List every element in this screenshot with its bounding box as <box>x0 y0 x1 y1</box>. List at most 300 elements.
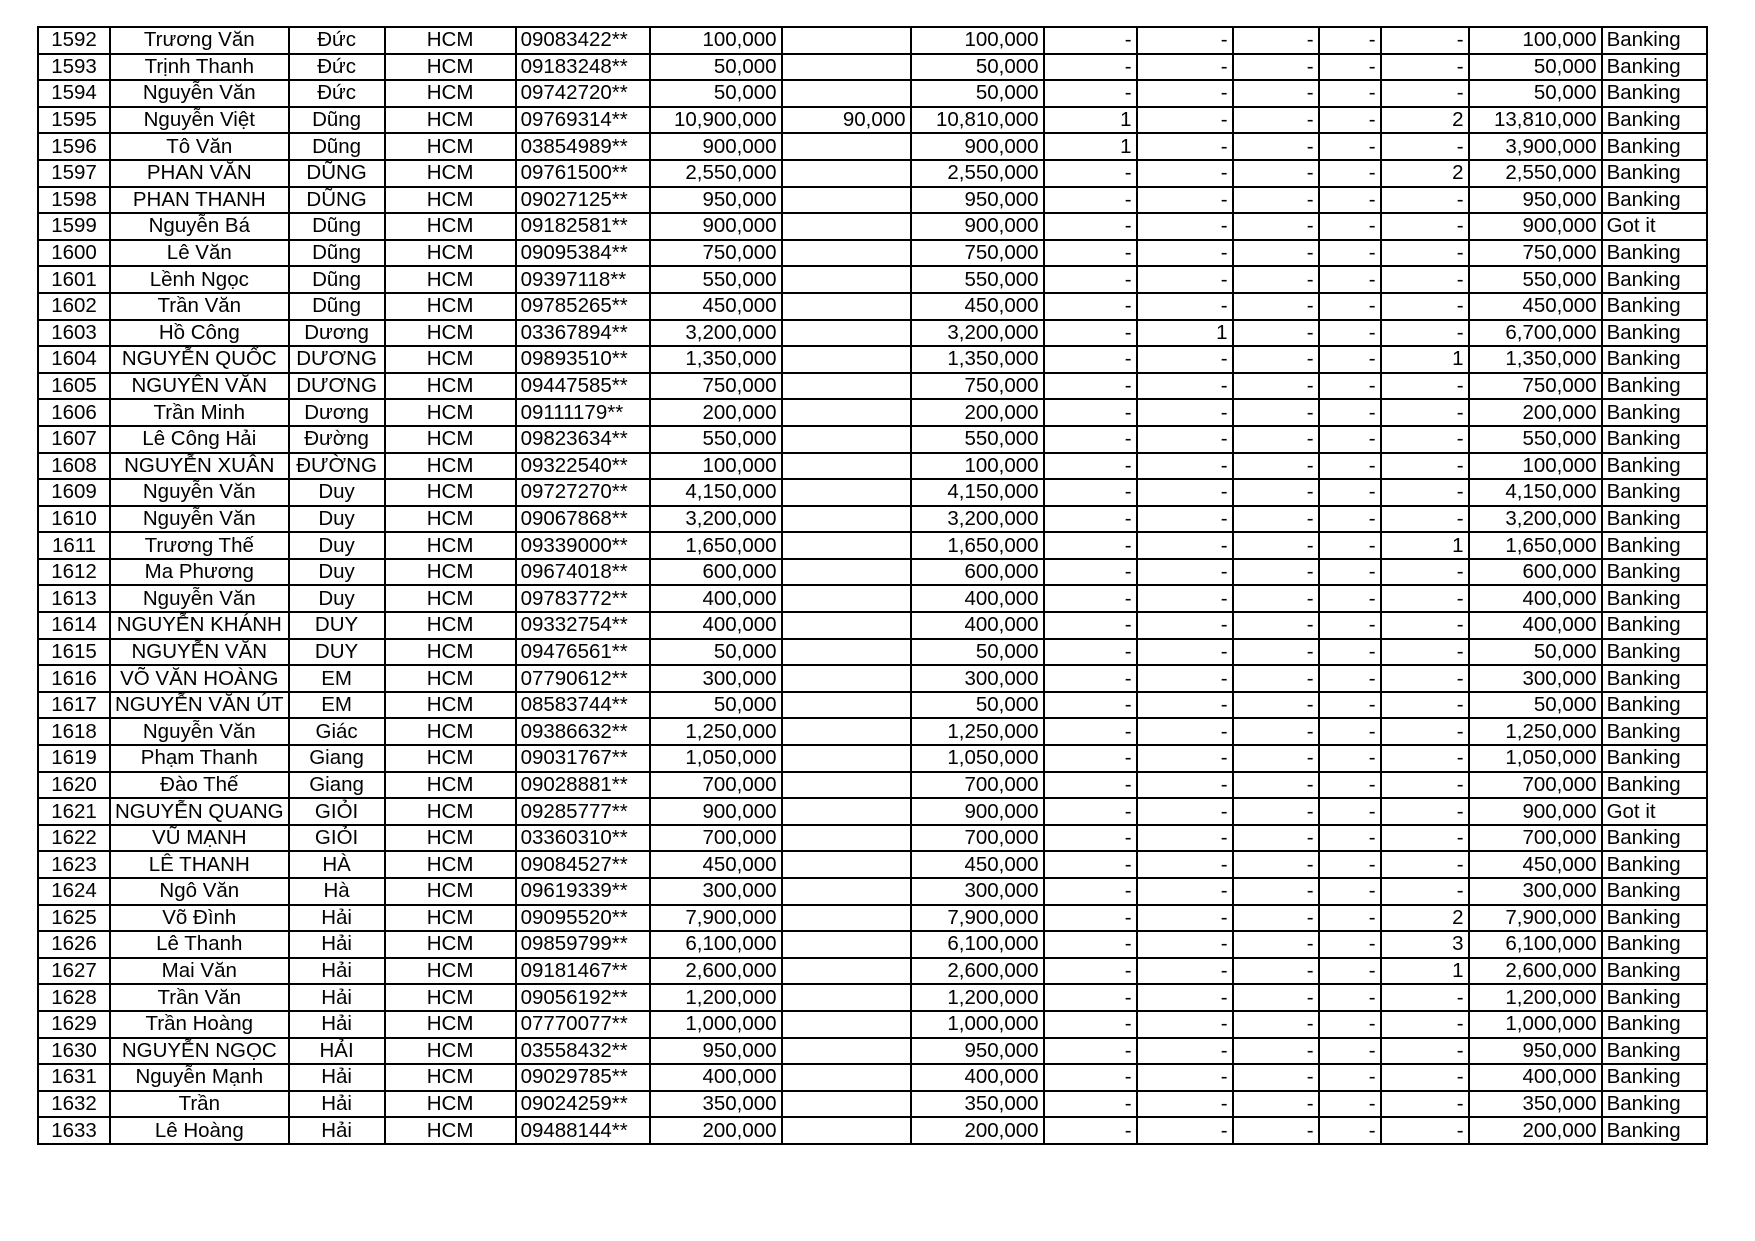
cell-city: HCM <box>385 772 516 799</box>
cell-city: HCM <box>385 107 516 134</box>
cell-net-amount: 700,000 <box>911 825 1044 852</box>
cell-city: HCM <box>385 240 516 267</box>
cell-amount: 1,250,000 <box>650 718 782 745</box>
cell-surname-given: Hồ Công <box>110 320 289 347</box>
cell-count-e: - <box>1381 27 1469 54</box>
cell-count-b: - <box>1137 107 1233 134</box>
cell-row-number: 1613 <box>38 585 110 612</box>
cell-payment-method: Banking <box>1602 825 1707 852</box>
cell-surname-given: NGUYỄN QUỐC <box>110 346 289 373</box>
cell-deduction <box>782 639 911 666</box>
cell-count-a: - <box>1044 665 1137 692</box>
cell-row-number: 1617 <box>38 692 110 719</box>
cell-count-e: 2 <box>1381 905 1469 932</box>
cell-deduction <box>782 612 911 639</box>
table-row <box>38 1038 1707 1065</box>
cell-row-number: 1592 <box>38 27 110 54</box>
cell-payment-method: Banking <box>1602 1038 1707 1065</box>
cell-surname-given: Trần <box>110 1091 289 1118</box>
cell-row-number: 1619 <box>38 745 110 772</box>
cell-row-number: 1612 <box>38 559 110 586</box>
cell-first-name: Đức <box>289 27 385 54</box>
cell-first-name: GIỎI <box>289 825 385 852</box>
cell-amount: 900,000 <box>650 133 782 160</box>
table-row <box>38 745 1707 772</box>
cell-net-amount: 3,200,000 <box>911 506 1044 533</box>
cell-payment-method: Banking <box>1602 320 1707 347</box>
cell-first-name: Đường <box>289 426 385 453</box>
cell-count-c: - <box>1233 665 1319 692</box>
cell-total: 7,900,000 <box>1469 905 1602 932</box>
cell-deduction <box>782 213 911 240</box>
cell-phone: 09083422** <box>516 27 650 54</box>
cell-amount: 900,000 <box>650 798 782 825</box>
table-row <box>38 240 1707 267</box>
cell-first-name: HẢI <box>289 1038 385 1065</box>
cell-count-d: - <box>1319 506 1381 533</box>
cell-count-c: - <box>1233 426 1319 453</box>
cell-payment-method: Banking <box>1602 532 1707 559</box>
cell-first-name: DŨNG <box>289 187 385 214</box>
cell-net-amount: 550,000 <box>911 426 1044 453</box>
cell-net-amount: 400,000 <box>911 585 1044 612</box>
cell-count-e: - <box>1381 692 1469 719</box>
cell-count-b: - <box>1137 905 1233 932</box>
cell-net-amount: 550,000 <box>911 266 1044 293</box>
cell-count-a: - <box>1044 320 1137 347</box>
cell-phone: 09028881** <box>516 772 650 799</box>
cell-surname-given: Nguyễn Bá <box>110 213 289 240</box>
cell-phone: 09067868** <box>516 506 650 533</box>
cell-total: 950,000 <box>1469 1038 1602 1065</box>
cell-payment-method: Banking <box>1602 453 1707 480</box>
cell-total: 550,000 <box>1469 426 1602 453</box>
cell-count-d: - <box>1319 107 1381 134</box>
cell-count-c: - <box>1233 266 1319 293</box>
cell-deduction: 90,000 <box>782 107 911 134</box>
cell-net-amount: 1,000,000 <box>911 1011 1044 1038</box>
cell-count-a: - <box>1044 27 1137 54</box>
cell-net-amount: 450,000 <box>911 293 1044 320</box>
cell-net-amount: 700,000 <box>911 772 1044 799</box>
cell-payment-method: Banking <box>1602 240 1707 267</box>
cell-first-name: Dũng <box>289 293 385 320</box>
cell-total: 550,000 <box>1469 266 1602 293</box>
cell-count-c: - <box>1233 825 1319 852</box>
cell-count-a: - <box>1044 80 1137 107</box>
cell-city: HCM <box>385 479 516 506</box>
cell-row-number: 1633 <box>38 1117 110 1144</box>
cell-surname-given: Phạm Thanh <box>110 745 289 772</box>
cell-row-number: 1631 <box>38 1064 110 1091</box>
cell-count-c: - <box>1233 320 1319 347</box>
cell-row-number: 1616 <box>38 665 110 692</box>
cell-payment-method: Banking <box>1602 54 1707 81</box>
cell-deduction <box>782 453 911 480</box>
cell-amount: 600,000 <box>650 559 782 586</box>
cell-total: 700,000 <box>1469 772 1602 799</box>
cell-count-c: - <box>1233 958 1319 985</box>
cell-total: 450,000 <box>1469 851 1602 878</box>
cell-count-a: - <box>1044 1064 1137 1091</box>
cell-surname-given: NGUYỄN KHÁNH <box>110 612 289 639</box>
cell-surname-given: NGUYỄN NGỌC <box>110 1038 289 1065</box>
cell-amount: 750,000 <box>650 240 782 267</box>
cell-count-c: - <box>1233 213 1319 240</box>
cell-net-amount: 300,000 <box>911 665 1044 692</box>
cell-deduction <box>782 1038 911 1065</box>
cell-total: 2,550,000 <box>1469 160 1602 187</box>
cell-count-d: - <box>1319 346 1381 373</box>
cell-surname-given: Ngô Văn <box>110 878 289 905</box>
cell-count-c: - <box>1233 772 1319 799</box>
cell-payment-method: Banking <box>1602 346 1707 373</box>
cell-count-c: - <box>1233 293 1319 320</box>
cell-count-d: - <box>1319 1038 1381 1065</box>
cell-first-name: DUY <box>289 639 385 666</box>
cell-row-number: 1609 <box>38 479 110 506</box>
table-row <box>38 320 1707 347</box>
cell-deduction <box>782 984 911 1011</box>
cell-first-name: Dũng <box>289 240 385 267</box>
cell-count-b: - <box>1137 373 1233 400</box>
cell-row-number: 1623 <box>38 851 110 878</box>
cell-count-d: - <box>1319 984 1381 1011</box>
cell-city: HCM <box>385 639 516 666</box>
cell-count-a: - <box>1044 532 1137 559</box>
cell-net-amount: 10,810,000 <box>911 107 1044 134</box>
cell-count-a: - <box>1044 399 1137 426</box>
cell-net-amount: 50,000 <box>911 80 1044 107</box>
cell-count-c: - <box>1233 107 1319 134</box>
cell-row-number: 1597 <box>38 160 110 187</box>
cell-amount: 100,000 <box>650 453 782 480</box>
table-row <box>38 772 1707 799</box>
cell-row-number: 1598 <box>38 187 110 214</box>
cell-net-amount: 450,000 <box>911 851 1044 878</box>
cell-surname-given: Nguyễn Việt <box>110 107 289 134</box>
cell-total: 200,000 <box>1469 1117 1602 1144</box>
cell-payment-method: Banking <box>1602 639 1707 666</box>
cell-city: HCM <box>385 213 516 240</box>
cell-count-e: 1 <box>1381 346 1469 373</box>
cell-first-name: HÀ <box>289 851 385 878</box>
table-row <box>38 1117 1707 1144</box>
cell-row-number: 1604 <box>38 346 110 373</box>
cell-net-amount: 400,000 <box>911 612 1044 639</box>
cell-surname-given: Nguyễn Mạnh <box>110 1064 289 1091</box>
cell-surname-given: Ma Phương <box>110 559 289 586</box>
cell-count-e: 3 <box>1381 931 1469 958</box>
cell-count-c: - <box>1233 160 1319 187</box>
cell-row-number: 1596 <box>38 133 110 160</box>
cell-count-d: - <box>1319 745 1381 772</box>
cell-count-c: - <box>1233 1064 1319 1091</box>
cell-count-c: - <box>1233 1117 1319 1144</box>
cell-city: HCM <box>385 665 516 692</box>
cell-count-c: - <box>1233 931 1319 958</box>
cell-deduction <box>782 133 911 160</box>
cell-phone: 09447585** <box>516 373 650 400</box>
cell-net-amount: 7,900,000 <box>911 905 1044 932</box>
cell-first-name: Đức <box>289 80 385 107</box>
cell-amount: 100,000 <box>650 27 782 54</box>
cell-count-d: - <box>1319 187 1381 214</box>
cell-count-e: - <box>1381 506 1469 533</box>
cell-net-amount: 200,000 <box>911 1117 1044 1144</box>
cell-amount: 300,000 <box>650 878 782 905</box>
cell-surname-given: Lềnh Ngọc <box>110 266 289 293</box>
cell-count-c: - <box>1233 1038 1319 1065</box>
cell-count-e: - <box>1381 1091 1469 1118</box>
cell-count-b: - <box>1137 585 1233 612</box>
cell-net-amount: 950,000 <box>911 187 1044 214</box>
cell-count-d: - <box>1319 958 1381 985</box>
cell-city: HCM <box>385 851 516 878</box>
cell-count-a: - <box>1044 1091 1137 1118</box>
cell-count-a: - <box>1044 905 1137 932</box>
cell-count-e: - <box>1381 453 1469 480</box>
table-row <box>38 160 1707 187</box>
cell-city: HCM <box>385 825 516 852</box>
cell-phone: 09024259** <box>516 1091 650 1118</box>
cell-first-name: ĐƯỜNG <box>289 453 385 480</box>
cell-deduction <box>782 240 911 267</box>
cell-city: HCM <box>385 718 516 745</box>
cell-phone: 09332754** <box>516 612 650 639</box>
cell-count-c: - <box>1233 984 1319 1011</box>
table-row <box>38 133 1707 160</box>
cell-count-b: - <box>1137 559 1233 586</box>
cell-count-a: - <box>1044 745 1137 772</box>
cell-city: HCM <box>385 266 516 293</box>
cell-count-b: - <box>1137 692 1233 719</box>
cell-city: HCM <box>385 931 516 958</box>
cell-count-c: - <box>1233 585 1319 612</box>
cell-first-name: Đức <box>289 54 385 81</box>
cell-count-d: - <box>1319 453 1381 480</box>
cell-total: 100,000 <box>1469 27 1602 54</box>
cell-payment-method: Banking <box>1602 905 1707 932</box>
cell-total: 13,810,000 <box>1469 107 1602 134</box>
cell-count-e: - <box>1381 612 1469 639</box>
table-row <box>38 80 1707 107</box>
cell-first-name: DŨNG <box>289 160 385 187</box>
cell-count-d: - <box>1319 266 1381 293</box>
cell-count-c: - <box>1233 54 1319 81</box>
cell-amount: 750,000 <box>650 373 782 400</box>
cell-count-d: - <box>1319 54 1381 81</box>
cell-amount: 700,000 <box>650 825 782 852</box>
cell-amount: 3,200,000 <box>650 506 782 533</box>
cell-count-d: - <box>1319 665 1381 692</box>
cell-count-d: - <box>1319 798 1381 825</box>
cell-count-e: - <box>1381 1011 1469 1038</box>
cell-first-name: DƯƠNG <box>289 373 385 400</box>
cell-net-amount: 2,600,000 <box>911 958 1044 985</box>
cell-count-b: - <box>1137 1117 1233 1144</box>
cell-first-name: Dũng <box>289 133 385 160</box>
cell-count-e: - <box>1381 266 1469 293</box>
cell-count-b: - <box>1137 54 1233 81</box>
table-row <box>38 958 1707 985</box>
table-row <box>38 798 1707 825</box>
cell-deduction <box>782 320 911 347</box>
cell-row-number: 1627 <box>38 958 110 985</box>
cell-count-a: - <box>1044 1011 1137 1038</box>
cell-city: HCM <box>385 612 516 639</box>
cell-count-d: - <box>1319 718 1381 745</box>
cell-count-a: - <box>1044 346 1137 373</box>
table-row <box>38 1064 1707 1091</box>
cell-row-number: 1605 <box>38 373 110 400</box>
cell-total: 350,000 <box>1469 1091 1602 1118</box>
cell-net-amount: 400,000 <box>911 1064 1044 1091</box>
cell-row-number: 1630 <box>38 1038 110 1065</box>
cell-phone: 03360310** <box>516 825 650 852</box>
cell-first-name: Duy <box>289 479 385 506</box>
cell-first-name: EM <box>289 665 385 692</box>
cell-phone: 09761500** <box>516 160 650 187</box>
cell-amount: 950,000 <box>650 187 782 214</box>
cell-count-b: - <box>1137 453 1233 480</box>
cell-total: 3,200,000 <box>1469 506 1602 533</box>
cell-count-e: - <box>1381 825 1469 852</box>
table-row <box>38 931 1707 958</box>
cell-surname-given: Võ Đình <box>110 905 289 932</box>
cell-surname-given: PHAN THANH <box>110 187 289 214</box>
cell-phone: 09339000** <box>516 532 650 559</box>
cell-net-amount: 350,000 <box>911 1091 1044 1118</box>
cell-amount: 1,650,000 <box>650 532 782 559</box>
table-row <box>38 1091 1707 1118</box>
cell-deduction <box>782 745 911 772</box>
cell-deduction <box>782 772 911 799</box>
cell-count-d: - <box>1319 851 1381 878</box>
table-body <box>38 27 1707 1144</box>
cell-surname-given: VŨ MẠNH <box>110 825 289 852</box>
cell-phone: 09893510** <box>516 346 650 373</box>
cell-net-amount: 1,250,000 <box>911 718 1044 745</box>
table-row <box>38 399 1707 426</box>
cell-phone: 09056192** <box>516 984 650 1011</box>
cell-phone: 09727270** <box>516 479 650 506</box>
cell-deduction <box>782 373 911 400</box>
table-row <box>38 665 1707 692</box>
cell-surname-given: Lê Thanh <box>110 931 289 958</box>
cell-count-e: - <box>1381 1038 1469 1065</box>
cell-count-a: - <box>1044 479 1137 506</box>
cell-first-name: Hải <box>289 984 385 1011</box>
cell-phone: 03367894** <box>516 320 650 347</box>
cell-surname-given: NGUYỄN QUANG <box>110 798 289 825</box>
cell-count-c: - <box>1233 612 1319 639</box>
cell-phone: 09322540** <box>516 453 650 480</box>
cell-count-a: - <box>1044 1038 1137 1065</box>
cell-payment-method: Banking <box>1602 772 1707 799</box>
cell-phone: 09488144** <box>516 1117 650 1144</box>
table-row <box>38 426 1707 453</box>
cell-count-b: - <box>1137 612 1233 639</box>
cell-city: HCM <box>385 1064 516 1091</box>
cell-count-d: - <box>1319 878 1381 905</box>
cell-amount: 700,000 <box>650 772 782 799</box>
cell-count-e: - <box>1381 798 1469 825</box>
cell-count-d: - <box>1319 27 1381 54</box>
cell-deduction <box>782 293 911 320</box>
cell-count-c: - <box>1233 346 1319 373</box>
cell-net-amount: 100,000 <box>911 453 1044 480</box>
cell-total: 400,000 <box>1469 612 1602 639</box>
cell-first-name: Hải <box>289 958 385 985</box>
cell-count-b: 1 <box>1137 320 1233 347</box>
cell-count-a: - <box>1044 373 1137 400</box>
cell-city: HCM <box>385 346 516 373</box>
cell-net-amount: 300,000 <box>911 878 1044 905</box>
table-row <box>38 54 1707 81</box>
cell-row-number: 1614 <box>38 612 110 639</box>
cell-count-e: 1 <box>1381 532 1469 559</box>
cell-total: 100,000 <box>1469 453 1602 480</box>
cell-net-amount: 750,000 <box>911 373 1044 400</box>
cell-row-number: 1625 <box>38 905 110 932</box>
cell-first-name: Dũng <box>289 107 385 134</box>
cell-count-a: 1 <box>1044 133 1137 160</box>
cell-payment-method: Banking <box>1602 160 1707 187</box>
cell-row-number: 1606 <box>38 399 110 426</box>
cell-city: HCM <box>385 559 516 586</box>
cell-deduction <box>782 187 911 214</box>
cell-count-a: - <box>1044 825 1137 852</box>
cell-phone: 09397118** <box>516 266 650 293</box>
cell-total: 50,000 <box>1469 692 1602 719</box>
cell-count-b: - <box>1137 213 1233 240</box>
cell-city: HCM <box>385 373 516 400</box>
cell-payment-method: Banking <box>1602 585 1707 612</box>
cell-count-b: - <box>1137 293 1233 320</box>
cell-total: 950,000 <box>1469 187 1602 214</box>
cell-first-name: Dũng <box>289 266 385 293</box>
cell-net-amount: 50,000 <box>911 692 1044 719</box>
cell-count-c: - <box>1233 878 1319 905</box>
cell-count-c: - <box>1233 453 1319 480</box>
cell-count-c: - <box>1233 479 1319 506</box>
cell-surname-given: NGUYỄN XUÂN <box>110 453 289 480</box>
cell-first-name: Dương <box>289 399 385 426</box>
cell-surname-given: Trần Văn <box>110 984 289 1011</box>
cell-surname-given: Lê Công Hải <box>110 426 289 453</box>
cell-amount: 50,000 <box>650 80 782 107</box>
cell-first-name: Giang <box>289 772 385 799</box>
cell-count-c: - <box>1233 506 1319 533</box>
cell-payment-method: Banking <box>1602 293 1707 320</box>
cell-phone: 07790612** <box>516 665 650 692</box>
table-row <box>38 266 1707 293</box>
table-row <box>38 612 1707 639</box>
cell-payment-method: Banking <box>1602 133 1707 160</box>
cell-city: HCM <box>385 293 516 320</box>
cell-first-name: Dương <box>289 320 385 347</box>
cell-count-a: - <box>1044 958 1137 985</box>
cell-deduction <box>782 532 911 559</box>
table-row <box>38 373 1707 400</box>
cell-phone: 09182581** <box>516 213 650 240</box>
cell-payment-method: Got it <box>1602 213 1707 240</box>
cell-count-d: - <box>1319 133 1381 160</box>
cell-total: 750,000 <box>1469 240 1602 267</box>
cell-row-number: 1608 <box>38 453 110 480</box>
cell-count-e: - <box>1381 399 1469 426</box>
